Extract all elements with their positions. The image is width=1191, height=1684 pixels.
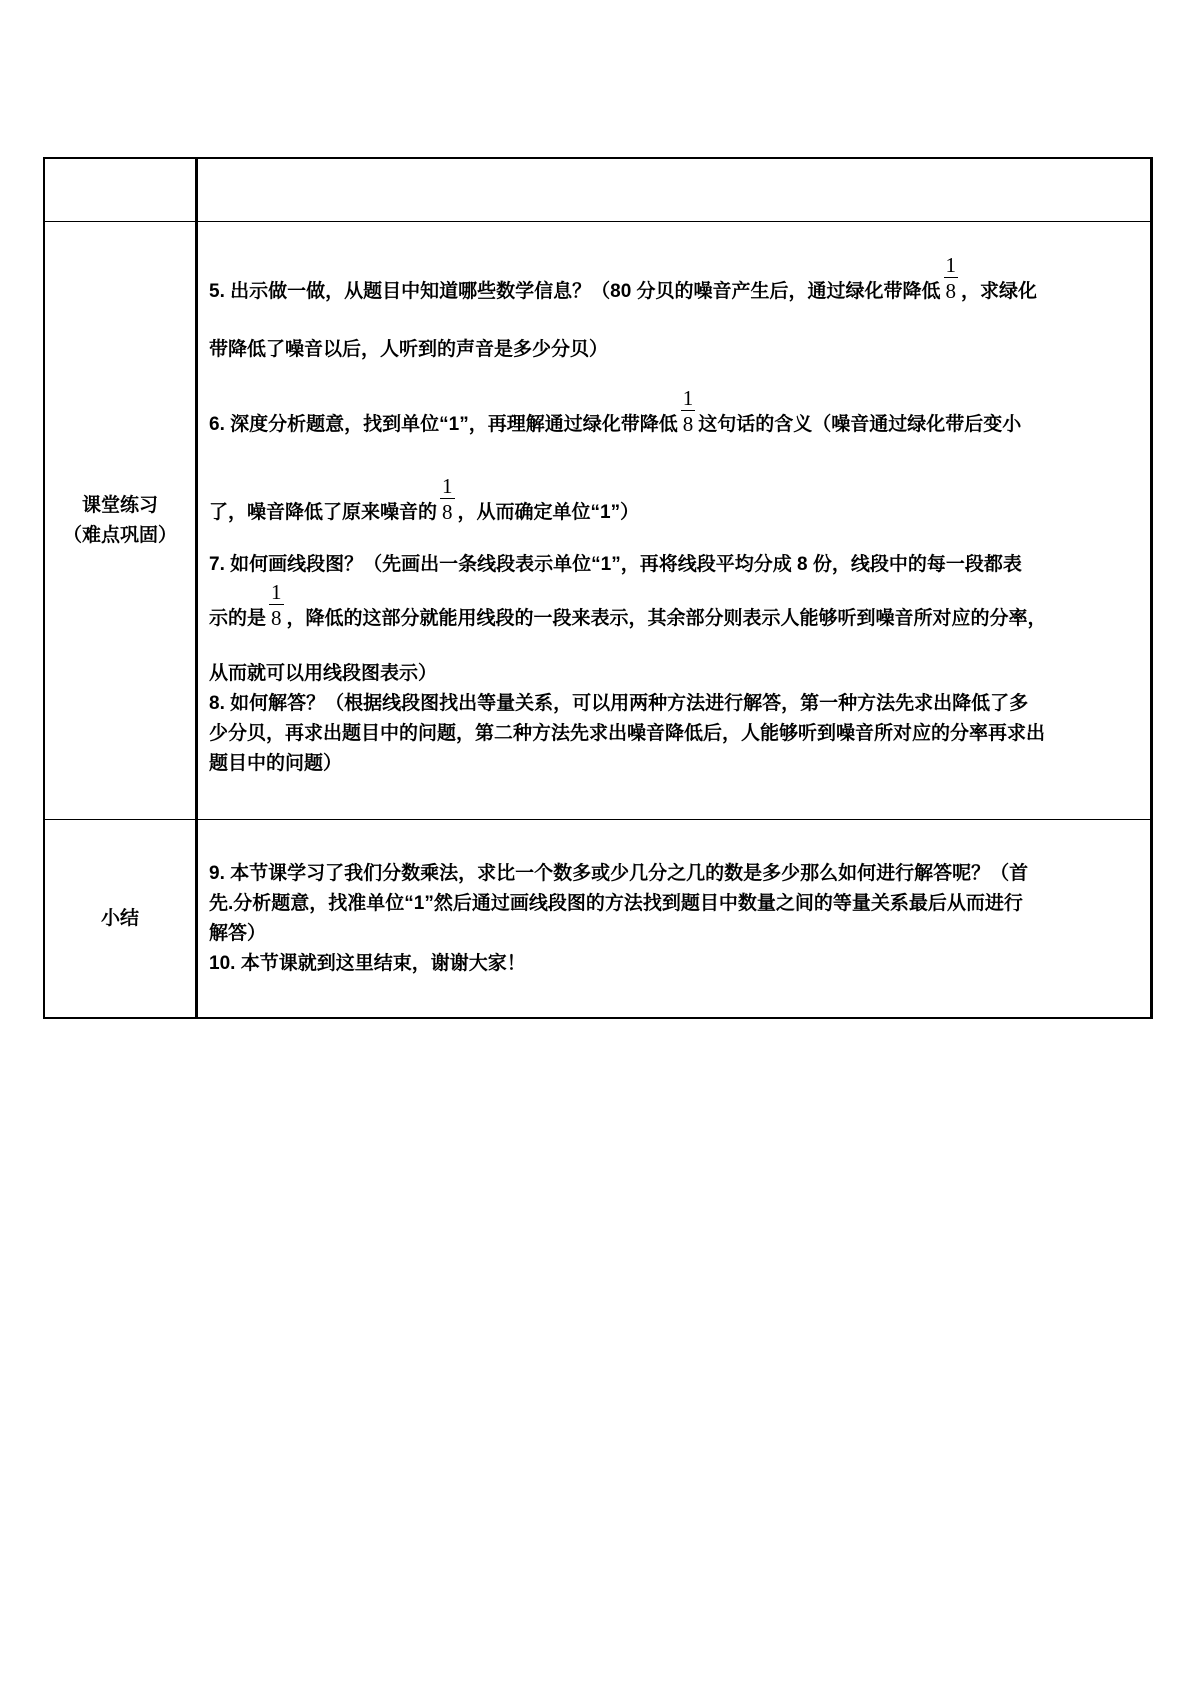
table-row <box>44 158 1152 222</box>
row-label-cell <box>44 158 197 222</box>
item-5-line-2: 带降低了噪音以后，人听到的声音是多少分贝） <box>209 339 609 361</box>
fraction-one-eighth: $\frac{1}{8}$ <box>945 253 957 304</box>
item-7-line-1: 7. 如何画线段图？（先画出一条线段表示单位“1”，再将线段平均分成 8 份，线段中的每一段都表 <box>209 553 1022 575</box>
item-10-line: 10. 本节课就到这里结束，谢谢大家！ <box>209 952 526 974</box>
row-label-practice-sub: （难点巩固） <box>62 524 177 546</box>
item-5-line-1: 5. 出示做一做，从题目中知道哪些数学信息？（80 分贝的噪音产生后，通过绿化带降低 $\frac{1}{8}$ ，求绿化 <box>209 253 1038 304</box>
item-8-line-3: 题目中的问题） <box>209 752 343 774</box>
item-7-line-2: 示的是 $\frac{1}{8}$ ，降低的这部分就能用线段的一段来表示，其余部分则表示人能够听到噪音所对应的分率， <box>209 579 1047 630</box>
table-row <box>44 222 1152 820</box>
fraction-one-eighth: $\frac{1}{8}$ <box>682 386 694 437</box>
lesson-plan-table <box>43 157 1153 1019</box>
fraction-one-eighth: $\frac{1}{8}$ <box>271 579 282 630</box>
practice-content-cell <box>197 222 1152 820</box>
item-7-line-3: 从而就可以用线段图表示） <box>209 662 438 684</box>
row-label-summary: 小结 <box>100 907 139 929</box>
practice-content <box>198 253 1150 778</box>
item-6-line-2: 了，噪音降低了原来噪音的 $\frac{1}{8}$ ，从而确定单位“1”） <box>209 473 640 524</box>
item-8-line-2: 少分贝，再求出题目中的问题，第二种方法先求出噪音降低后，人能够听到噪音所对应的分率再求出 <box>209 722 1046 744</box>
summary-content-cell <box>197 820 1152 1019</box>
item-8-line-1: 8. 如何解答？（根据线段图找出等量关系，可以用两种方法进行解答，第一种方法先求出降低了多 <box>209 692 1029 714</box>
item-9-line-1: 9. 本节课学习了我们分数乘法，求比一个数多或少几分之几的数是多少那么如何进行解答呢？（首 <box>209 862 1029 884</box>
item-9-line-2: 先.分析题意，找准单位“1”然后通过画线段图的方法找到题目中数量之间的等量关系最后从而进行 <box>209 892 1023 914</box>
item-9-line-3: 解答） <box>209 922 267 944</box>
fraction-one-eighth: $\frac{1}{8}$ <box>442 473 453 524</box>
item-6-line-1: 6. 深度分析题意，找到单位“1”，再理解通过绿化带降低 $\frac{1}{8}$ 这句话的含义（噪音通过绿化带后变小 <box>209 386 1022 437</box>
row-label-practice: 课堂练习 <box>81 494 158 516</box>
row-label-cell <box>44 222 197 820</box>
row-content-cell <box>197 158 1152 222</box>
table-row <box>44 820 1152 1019</box>
row-label-cell <box>44 820 197 1019</box>
summary-content <box>198 859 1150 979</box>
